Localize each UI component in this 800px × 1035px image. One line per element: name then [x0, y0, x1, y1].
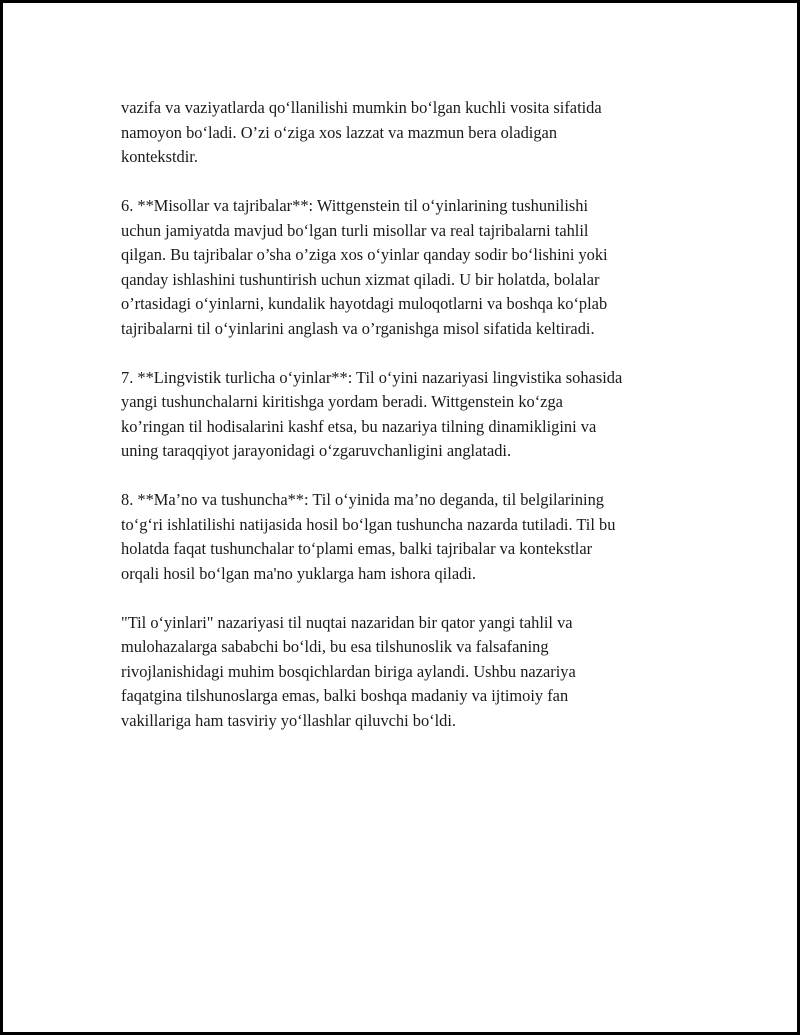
text-line: qilgan. Bu tajribalar o’sha o’ziga xos o‘yinlar qanday sodir bo‘lishini yoki [121, 245, 608, 264]
text-line: vazifa va vaziyatlarda qo‘llanilishi mumkin bo‘lgan kuchli vosita sifatida [121, 98, 602, 117]
text-line: orqali hosil bo‘lgan ma'no yuklarga ham ishora qiladi. [121, 563, 476, 583]
text-line: uning taraqqiyot jarayonidagi o‘zgaruvchanligini anglatadi. [121, 441, 512, 460]
paragraph-mano [121, 488, 691, 586]
text-line: to‘g‘ri ishlatilishi natijasida hosil bo‘lgan tushuncha nazarda tutiladi. Til bu [121, 514, 616, 534]
text-line: rivojlanishidagi muhim bosqichlardan biriga aylandi. Ushbu nazariya [121, 661, 576, 681]
text-line: tajribalarni til o‘yinlarini anglash va o’rganishga misol sifatida keltiradi. [121, 318, 595, 338]
paragraph-lingvistik [121, 366, 691, 464]
text-line: o’rtasidagi o‘yinlarni, kundalik hayotdagi muloqotlarni va boshqa ko‘plab [121, 294, 608, 313]
text-line: kontekstdir. [121, 147, 198, 166]
text-line: 7. **Lingvistik turlicha o‘yinlar**: Til o‘yini nazariyasi lingvistika sohasida [121, 367, 623, 387]
text-line: qanday ishlashini tushuntirish uchun xizmat qiladi. U bir holatda, bolalar [121, 269, 600, 289]
text-line: yangi tushunchalarni kiritishga yordam beradi. Wittgenstein ko‘zga [121, 392, 563, 411]
text-line: faqatgina tilshunoslarga emas, balki boshqa madaniy va ijtimoiy fan [121, 686, 569, 705]
text-line: mulohazalarga sababchi bo‘ldi, bu esa tilshunoslik va falsafaning [121, 637, 549, 656]
text-line: 6. **Misollar va tajribalar**: Wittgenstein til o‘yinlarining tushunilishi [121, 196, 589, 215]
text-line: holatda faqat tushunchalar to‘plami emas, balki tajribalar va kontekstlar [121, 539, 593, 558]
paragraph-intro-continuation [121, 96, 691, 170]
paragraph-misollar [121, 194, 691, 341]
text-line: uchun jamiyatda mavjud bo‘lgan turli misollar va real tajribalarni tahlil [121, 220, 589, 240]
text-line: namoyon bo‘ladi. O’zi o‘ziga xos lazzat va mazmun bera oladigan [121, 122, 558, 142]
text-line: ko’ringan til hodisalarini kashf etsa, bu nazariya tilning dinamikligini va [121, 416, 597, 436]
document-body [121, 96, 691, 758]
text-line: 8. **Ma’no va tushuncha**: Til o‘yinida ma’no deganda, til belgilarining [121, 490, 604, 509]
text-line: "Til o‘yinlari" nazariyasi til nuqtai nazaridan bir qator yangi tahlil va [121, 612, 573, 632]
paragraph-conclusion [121, 611, 691, 734]
text-line: vakillariga ham tasviriy yo‘llashlar qiluvchi bo‘ldi. [121, 710, 457, 730]
